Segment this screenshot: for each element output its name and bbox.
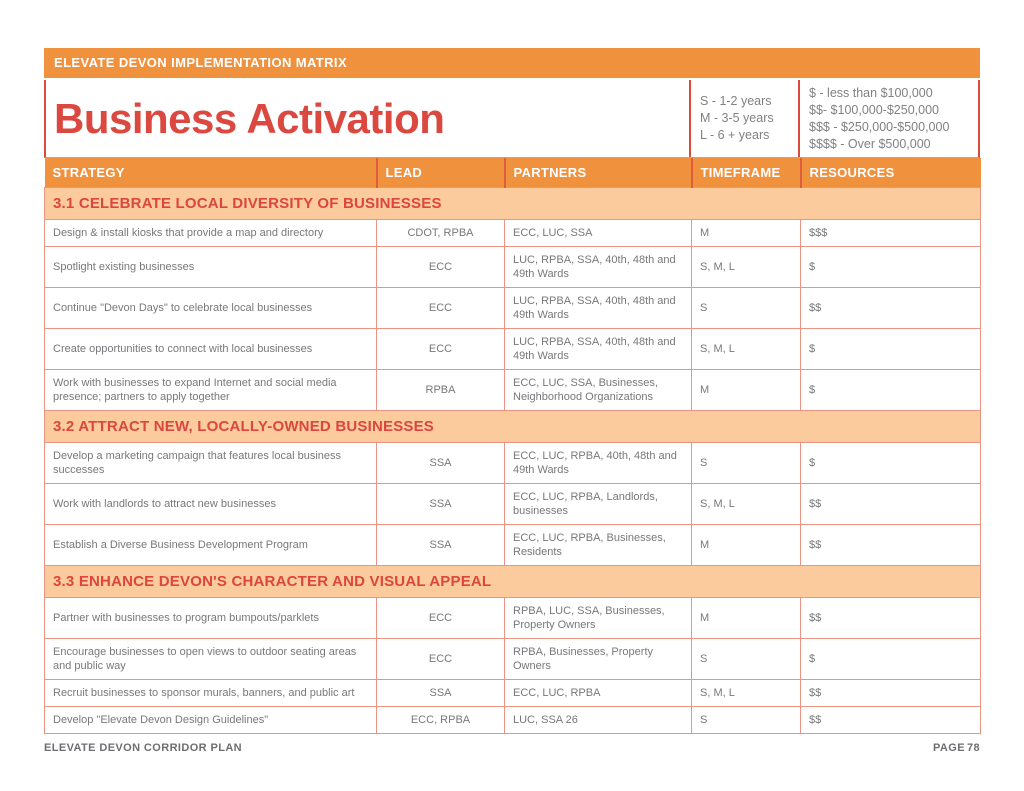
cell-partners: ECC, LUC, SSA, Businesses, Neighborhood Organizations [505,370,692,411]
resources-legend-item: $$- $100,000-$250,000 [809,102,939,117]
cell-timeframe: M [692,220,801,247]
footer-page [931,742,980,754]
cell-resources: $ [801,247,981,288]
cell-lead: ECC [377,247,505,288]
table-row [45,680,981,707]
cell-lead: SSA [377,680,505,707]
cell-strategy: Work with landlords to attract new businesses [45,484,377,525]
section-heading: 3.1 CELEBRATE LOCAL DIVERSITY OF BUSINESSES [45,188,981,220]
cell-strategy: Create opportunities to connect with local businesses [45,329,377,370]
cell-partners: ECC, LUC, SSA [505,220,692,247]
section-heading-row [45,411,981,443]
footer-page-label: PAGE [932,742,965,754]
cell-lead: ECC, RPBA [377,707,505,734]
page-title: Business Activation [54,94,445,142]
timeframe-legend-item: L - 6 + years [700,128,770,142]
cell-timeframe: S [692,288,801,329]
section-heading: 3.3 ENHANCE DEVON'S CHARACTER AND VISUAL APPEAL [45,566,981,598]
cell-partners: LUC, RPBA, SSA, 40th, 48th and 49th Wards [505,247,692,288]
cell-strategy: Spotlight existing businesses [45,247,377,288]
cell-timeframe: M [692,525,801,566]
cell-strategy: Design & install kiosks that provide a map and directory [45,220,377,247]
cell-lead: SSA [377,525,505,566]
document-page [44,48,980,754]
column-header-row [45,158,981,188]
timeframe-legend-item: S - 1-2 years [700,94,772,108]
cell-partners: RPBA, LUC, SSA, Businesses, Property Owners [505,598,692,639]
cell-resources: $$ [801,484,981,525]
table-row [45,484,981,525]
table-row [45,370,981,411]
cell-strategy: Encourage businesses to open views to outdoor seating areas and public way [45,639,377,680]
column-header-strategy: STRATEGY [45,158,377,188]
cell-timeframe: S, M, L [692,247,801,288]
matrix-header-bar [44,48,980,78]
resources-legend-item: $ - less than $100,000 [809,85,933,100]
cell-partners: ECC, LUC, RPBA, Businesses, Residents [505,525,692,566]
cell-resources: $$ [801,707,981,734]
cell-partners: LUC, SSA 26 [505,707,692,734]
table-row [45,329,981,370]
column-header-partners: PARTNERS [505,158,692,188]
section-heading-row [45,188,981,220]
cell-partners: RPBA, Businesses, Property Owners [505,639,692,680]
cell-strategy: Develop "Elevate Devon Design Guidelines" [45,707,377,734]
cell-lead: ECC [377,598,505,639]
table-row [45,525,981,566]
implementation-matrix-table [44,158,981,734]
cell-lead: CDOT, RPBA [377,220,505,247]
cell-lead: ECC [377,288,505,329]
cell-resources: $$ [801,525,981,566]
cell-timeframe: S, M, L [692,329,801,370]
cell-resources: $ [801,443,981,484]
cell-strategy: Establish a Diverse Business Development Program [45,525,377,566]
cell-resources: $ [801,370,981,411]
resources-legend-item: $$$ - $250,000-$500,000 [809,119,950,134]
cell-timeframe: S [692,443,801,484]
cell-strategy: Recruit businesses to sponsor murals, banners, and public art [45,680,377,707]
timeframe-legend-item: M - 3-5 years [700,111,774,125]
footer-page-number: 78 [966,742,980,754]
cell-partners: ECC, LUC, RPBA [505,680,692,707]
cell-resources: $$ [801,288,981,329]
cell-timeframe: M [692,598,801,639]
table-row [45,220,981,247]
column-header-lead: LEAD [377,158,505,188]
cell-resources: $$$ [801,220,981,247]
resources-legend-item: $$$$ - Over $500,000 [809,136,931,151]
section-heading: 3.2 ATTRACT NEW, LOCALLY-OWNED BUSINESSES [45,411,981,443]
table-row [45,443,981,484]
cell-partners: LUC, RPBA, SSA, 40th, 48th and 49th Wards [505,288,692,329]
resources-legend [798,80,978,157]
cell-resources: $ [801,639,981,680]
column-header-resources: RESOURCES [801,158,981,188]
cell-lead: RPBA [377,370,505,411]
cell-timeframe: S, M, L [692,484,801,525]
column-header-timeframe: TIMEFRAME [692,158,801,188]
cell-strategy: Partner with businesses to program bumpouts/parklets [45,598,377,639]
cell-partners: LUC, RPBA, SSA, 40th, 48th and 49th Wards [505,329,692,370]
section-heading-row [45,566,981,598]
cell-partners: ECC, LUC, RPBA, Landlords, businesses [505,484,692,525]
cell-timeframe: S [692,639,801,680]
cell-strategy: Work with businesses to expand Internet and social media presence; partners to apply together [45,370,377,411]
cell-timeframe: M [692,370,801,411]
cell-lead: SSA [377,484,505,525]
table-row [45,598,981,639]
title-row [44,80,980,158]
cell-partners: ECC, LUC, RPBA, 40th, 48th and 49th Wards [505,443,692,484]
table-row [45,707,981,734]
table-row [45,288,981,329]
cell-lead: ECC [377,329,505,370]
footer-left: ELEVATE DEVON CORRIDOR PLAN [44,742,243,754]
cell-strategy: Develop a marketing campaign that features local business successes [45,443,377,484]
footer [44,742,980,754]
cell-timeframe: S, M, L [692,680,801,707]
cell-strategy: Continue "Devon Days" to celebrate local businesses [45,288,377,329]
matrix-title: ELEVATE DEVON IMPLEMENTATION MATRIX [54,55,348,70]
timeframe-legend [689,80,798,157]
cell-resources: $$ [801,598,981,639]
table-row [45,247,981,288]
cell-lead: ECC [377,639,505,680]
cell-lead: SSA [377,443,505,484]
cell-resources: $$ [801,680,981,707]
cell-timeframe: S [692,707,801,734]
cell-resources: $ [801,329,981,370]
table-row [45,639,981,680]
